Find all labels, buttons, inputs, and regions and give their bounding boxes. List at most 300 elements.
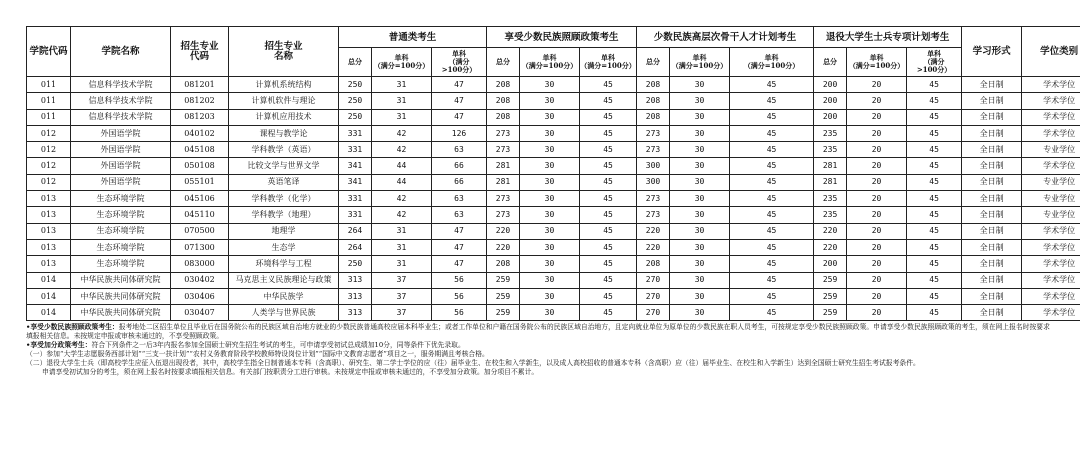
cell-g1-total: 313	[339, 305, 372, 321]
cell-college-code: 011	[27, 93, 71, 109]
cell-college-code: 013	[27, 191, 71, 207]
cell-g4-single-100: 20	[847, 93, 907, 109]
table-row	[27, 109, 1080, 125]
note-minority-policy-text: 报考地处二区招生单位且毕业后在国务院公布的民族区域自治地方就业的少数民族普通高校应届本科毕业生；或者工作单位和户籍在国务院公布的民族区域自治地方，且定向就业单位为原单位的少数民族在职人员考生，可按规定享受少数民族照顾政策。申请享受少数民族照顾政策的考生，须在网上报名时按要求填报相关信息。未按规定申报或审核未通过的，不享受照顾政策。	[26, 323, 1050, 341]
header-college-code: 学院代码	[27, 27, 71, 77]
cell-g1-single-100: 37	[372, 288, 432, 304]
cell-g2-single-gt100: 45	[580, 272, 637, 288]
cell-g4-single-100: 20	[847, 305, 907, 321]
cell-g4-single-gt100: 45	[907, 223, 962, 239]
cell-study-form: 全日制	[962, 142, 1022, 158]
cell-g3-single-gt100: 45	[730, 288, 814, 304]
header-major-code: 招生专业 代码	[171, 27, 229, 77]
cell-g4-total: 220	[814, 239, 847, 255]
cell-g4-total: 200	[814, 256, 847, 272]
cell-g4-single-gt100: 45	[907, 305, 962, 321]
cell-g3-total: 208	[637, 93, 670, 109]
cell-g4-single-100: 20	[847, 239, 907, 255]
cell-g3-single-gt100: 45	[730, 109, 814, 125]
cell-g1-single-100: 37	[372, 272, 432, 288]
table-row	[27, 174, 1080, 190]
cell-g3-single-gt100: 45	[730, 93, 814, 109]
cell-major-code: 050108	[171, 158, 229, 174]
cell-g3-single-gt100: 45	[730, 256, 814, 272]
cell-g3-single-100: 30	[670, 207, 730, 223]
cell-study-form: 全日制	[962, 223, 1022, 239]
cell-g3-single-gt100: 45	[730, 158, 814, 174]
cell-g1-single-100: 42	[372, 191, 432, 207]
cell-g4-total: 200	[814, 109, 847, 125]
admission-score-table	[26, 26, 1080, 321]
cell-g2-single-gt100: 45	[580, 142, 637, 158]
cell-study-form: 全日制	[962, 272, 1022, 288]
header-group-minority-talent: 少数民族高层次骨干人才计划考生	[637, 27, 814, 48]
cell-g2-single-100: 30	[520, 77, 580, 93]
cell-major-code: 081201	[171, 77, 229, 93]
cell-g2-single-100: 30	[520, 288, 580, 304]
table-row	[27, 239, 1080, 255]
cell-major-name: 学科教学（化学）	[229, 191, 339, 207]
cell-g4-single-100: 20	[847, 158, 907, 174]
cell-g4-total: 220	[814, 223, 847, 239]
cell-college-code: 013	[27, 239, 71, 255]
header-major-name: 招生专业 名称	[229, 27, 339, 77]
cell-college-name: 外国语学院	[71, 142, 171, 158]
cell-g1-single-gt100: 47	[432, 93, 487, 109]
cell-degree-type: 学术学位	[1022, 223, 1080, 239]
note-bonus-policy-title: •享受加分政策考生：	[26, 341, 92, 350]
cell-g2-total: 259	[487, 305, 520, 321]
cell-major-name: 地理学	[229, 223, 339, 239]
subheader-single-100: 单科 （满分=100分）	[847, 48, 907, 77]
cell-g1-single-gt100: 66	[432, 158, 487, 174]
cell-g3-single-100: 30	[670, 272, 730, 288]
cell-major-name: 人类学与世界民族	[229, 305, 339, 321]
cell-g3-total: 270	[637, 288, 670, 304]
cell-g4-single-100: 20	[847, 125, 907, 141]
cell-g1-single-gt100: 47	[432, 109, 487, 125]
cell-degree-type: 学术学位	[1022, 305, 1080, 321]
cell-g1-total: 313	[339, 288, 372, 304]
cell-g3-single-100: 30	[670, 109, 730, 125]
cell-g4-total: 259	[814, 272, 847, 288]
cell-g1-single-100: 44	[372, 174, 432, 190]
cell-g4-single-gt100: 45	[907, 191, 962, 207]
cell-g3-single-gt100: 45	[730, 174, 814, 190]
cell-g3-single-100: 30	[670, 125, 730, 141]
table-row	[27, 288, 1080, 304]
cell-g2-single-gt100: 45	[580, 158, 637, 174]
cell-degree-type: 学术学位	[1022, 239, 1080, 255]
cell-g2-single-gt100: 45	[580, 207, 637, 223]
cell-g1-total: 341	[339, 174, 372, 190]
cell-study-form: 全日制	[962, 77, 1022, 93]
cell-study-form: 全日制	[962, 191, 1022, 207]
cell-g3-single-gt100: 45	[730, 191, 814, 207]
cell-g1-single-gt100: 66	[432, 174, 487, 190]
cell-college-code: 013	[27, 256, 71, 272]
cell-major-name: 马克思主义民族理论与政策	[229, 272, 339, 288]
cell-g3-single-gt100: 45	[730, 142, 814, 158]
cell-g4-total: 259	[814, 305, 847, 321]
cell-g2-total: 281	[487, 158, 520, 174]
cell-g4-single-gt100: 45	[907, 125, 962, 141]
cell-g4-single-gt100: 45	[907, 93, 962, 109]
cell-g4-single-gt100: 45	[907, 142, 962, 158]
cell-g4-single-100: 20	[847, 207, 907, 223]
cell-g1-single-100: 31	[372, 239, 432, 255]
cell-college-code: 012	[27, 174, 71, 190]
cell-degree-type: 学术学位	[1022, 158, 1080, 174]
cell-g3-single-100: 30	[670, 191, 730, 207]
cell-g1-total: 250	[339, 109, 372, 125]
cell-g2-total: 273	[487, 125, 520, 141]
cell-college-name: 信息科学技术学院	[71, 109, 171, 125]
cell-g3-single-100: 30	[670, 239, 730, 255]
cell-g3-total: 273	[637, 191, 670, 207]
table-row	[27, 191, 1080, 207]
cell-g4-single-gt100: 45	[907, 239, 962, 255]
cell-g1-total: 331	[339, 142, 372, 158]
cell-g4-single-100: 20	[847, 223, 907, 239]
cell-g2-single-100: 30	[520, 223, 580, 239]
cell-major-name: 环境科学与工程	[229, 256, 339, 272]
cell-major-code: 045106	[171, 191, 229, 207]
cell-degree-type: 专业学位	[1022, 191, 1080, 207]
cell-major-name: 计算机系统结构	[229, 77, 339, 93]
cell-g4-single-gt100: 45	[907, 207, 962, 223]
cell-g3-single-gt100: 45	[730, 207, 814, 223]
cell-g3-total: 220	[637, 223, 670, 239]
cell-g3-single-gt100: 45	[730, 223, 814, 239]
table-row	[27, 256, 1080, 272]
cell-g1-single-gt100: 56	[432, 272, 487, 288]
cell-major-code: 071300	[171, 239, 229, 255]
cell-college-code: 014	[27, 305, 71, 321]
cell-g2-single-100: 30	[520, 239, 580, 255]
cell-g3-single-100: 30	[670, 223, 730, 239]
cell-g4-total: 235	[814, 125, 847, 141]
note-bonus-application: 申请享受初试加分的考生，须在网上报名时按要求填报相关信息。有关部门按职责分工进行审核。未按规定申报或审核未通过的，不享受加分政策。加分项目不累计。	[42, 368, 539, 377]
cell-g4-total: 200	[814, 77, 847, 93]
cell-g1-total: 264	[339, 223, 372, 239]
notes-section	[26, 323, 1056, 377]
cell-g2-single-100: 30	[520, 207, 580, 223]
cell-g2-single-100: 30	[520, 142, 580, 158]
cell-g1-single-gt100: 63	[432, 207, 487, 223]
cell-major-name: 计算机软件与理论	[229, 93, 339, 109]
cell-g1-single-100: 42	[372, 142, 432, 158]
cell-college-name: 信息科学技术学院	[71, 77, 171, 93]
cell-g3-single-100: 30	[670, 77, 730, 93]
cell-college-code: 011	[27, 109, 71, 125]
cell-study-form: 全日制	[962, 93, 1022, 109]
cell-g1-single-gt100: 56	[432, 305, 487, 321]
cell-g3-single-100: 30	[670, 288, 730, 304]
note-minority-policy-title: •享受少数民族照顾政策考生：	[26, 323, 119, 332]
subheader-single-100: 单科 （满分=100分）	[372, 48, 432, 77]
cell-college-code: 011	[27, 77, 71, 93]
cell-g1-total: 341	[339, 158, 372, 174]
cell-g1-single-100: 44	[372, 158, 432, 174]
cell-g1-single-100: 42	[372, 207, 432, 223]
cell-g2-total: 281	[487, 174, 520, 190]
cell-g4-single-gt100: 45	[907, 77, 962, 93]
cell-major-code: 040102	[171, 125, 229, 141]
cell-g4-total: 235	[814, 191, 847, 207]
header-degree-type: 学位类别	[1022, 27, 1080, 77]
cell-g3-total: 300	[637, 158, 670, 174]
cell-g2-total: 259	[487, 288, 520, 304]
cell-major-code: 045110	[171, 207, 229, 223]
cell-major-code: 081202	[171, 93, 229, 109]
cell-g4-total: 281	[814, 158, 847, 174]
subheader-total: 总分	[814, 48, 847, 77]
cell-g3-total: 208	[637, 109, 670, 125]
cell-g1-total: 331	[339, 191, 372, 207]
cell-major-name: 学科教学（地理）	[229, 207, 339, 223]
cell-college-code: 012	[27, 158, 71, 174]
cell-g3-single-gt100: 45	[730, 77, 814, 93]
cell-g3-total: 270	[637, 305, 670, 321]
cell-g2-single-gt100: 45	[580, 125, 637, 141]
cell-major-name: 计算机应用技术	[229, 109, 339, 125]
cell-g1-single-100: 42	[372, 125, 432, 141]
cell-g4-total: 235	[814, 142, 847, 158]
cell-g3-single-gt100: 45	[730, 272, 814, 288]
cell-g1-single-100: 37	[372, 305, 432, 321]
table-row	[27, 207, 1080, 223]
cell-g2-single-100: 30	[520, 158, 580, 174]
cell-major-code: 055101	[171, 174, 229, 190]
cell-g2-total: 220	[487, 223, 520, 239]
cell-g4-single-100: 20	[847, 256, 907, 272]
cell-college-name: 外国语学院	[71, 125, 171, 141]
cell-college-name: 外国语学院	[71, 174, 171, 190]
table-row	[27, 77, 1080, 93]
cell-g3-total: 273	[637, 125, 670, 141]
cell-g4-single-gt100: 45	[907, 109, 962, 125]
cell-g3-single-gt100: 45	[730, 125, 814, 141]
note-bonus-item-1: （一）参加“大学生志愿服务西部计划”“三支一扶计划”“农村义务教育阶段学校教师特设岗位计划”“国际中文教育志愿者”项目之一，服务期满且考核合格。	[26, 350, 489, 359]
cell-g1-total: 250	[339, 77, 372, 93]
cell-college-code: 013	[27, 207, 71, 223]
cell-g2-single-100: 30	[520, 305, 580, 321]
cell-g2-single-100: 30	[520, 109, 580, 125]
cell-g3-total: 270	[637, 272, 670, 288]
cell-g3-total: 300	[637, 174, 670, 190]
cell-degree-type: 学术学位	[1022, 125, 1080, 141]
cell-g2-single-gt100: 45	[580, 256, 637, 272]
subheader-single-gt100: 单科 （满分 >100分）	[432, 48, 487, 77]
cell-study-form: 全日制	[962, 109, 1022, 125]
cell-major-name: 中华民族学	[229, 288, 339, 304]
cell-college-name: 生态环境学院	[71, 256, 171, 272]
cell-degree-type: 专业学位	[1022, 207, 1080, 223]
cell-g1-single-100: 31	[372, 256, 432, 272]
cell-study-form: 全日制	[962, 158, 1022, 174]
cell-major-name: 生态学	[229, 239, 339, 255]
cell-g3-single-100: 30	[670, 174, 730, 190]
cell-g1-total: 331	[339, 207, 372, 223]
cell-g1-total: 331	[339, 125, 372, 141]
cell-g1-single-100: 31	[372, 77, 432, 93]
cell-college-code: 013	[27, 223, 71, 239]
cell-g4-single-gt100: 45	[907, 256, 962, 272]
table-row	[27, 93, 1080, 109]
cell-college-name: 生态环境学院	[71, 239, 171, 255]
cell-g2-single-100: 30	[520, 272, 580, 288]
cell-college-code: 014	[27, 272, 71, 288]
subheader-single-gt100: 单科 （满分 >100分）	[907, 48, 962, 77]
cell-g2-single-100: 30	[520, 125, 580, 141]
cell-g1-single-gt100: 63	[432, 142, 487, 158]
cell-g1-total: 313	[339, 272, 372, 288]
cell-study-form: 全日制	[962, 174, 1022, 190]
cell-g2-single-100: 30	[520, 191, 580, 207]
cell-degree-type: 学术学位	[1022, 256, 1080, 272]
cell-g3-single-100: 30	[670, 158, 730, 174]
cell-study-form: 全日制	[962, 305, 1022, 321]
note-minority-policy	[26, 323, 1056, 341]
cell-g4-single-100: 20	[847, 109, 907, 125]
table-row	[27, 272, 1080, 288]
cell-g4-total: 235	[814, 207, 847, 223]
cell-major-name: 英语笔译	[229, 174, 339, 190]
cell-g2-single-gt100: 45	[580, 93, 637, 109]
cell-major-code: 083000	[171, 256, 229, 272]
cell-g3-total: 208	[637, 77, 670, 93]
cell-g3-single-100: 30	[670, 256, 730, 272]
cell-college-name: 生态环境学院	[71, 191, 171, 207]
cell-g4-single-100: 20	[847, 77, 907, 93]
cell-college-name: 中华民族共同体研究院	[71, 272, 171, 288]
cell-g2-total: 208	[487, 93, 520, 109]
cell-g2-single-gt100: 45	[580, 305, 637, 321]
cell-g1-single-gt100: 63	[432, 191, 487, 207]
cell-g2-total: 259	[487, 272, 520, 288]
note-bonus-policy-text: 符合下列条件之一后3年内报名参加全国硕士研究生招生考试的考生，可申请享受初试总成绩加10分，同等条件下优先录取。	[91, 341, 465, 350]
cell-g4-single-100: 20	[847, 288, 907, 304]
cell-g1-single-100: 31	[372, 109, 432, 125]
cell-college-name: 外国语学院	[71, 158, 171, 174]
cell-g2-total: 220	[487, 239, 520, 255]
cell-degree-type: 学术学位	[1022, 288, 1080, 304]
subheader-total: 总分	[339, 48, 372, 77]
cell-major-code: 081203	[171, 109, 229, 125]
cell-college-name: 生态环境学院	[71, 207, 171, 223]
cell-g4-single-100: 20	[847, 272, 907, 288]
header-college-name: 学院名称	[71, 27, 171, 77]
cell-g2-total: 273	[487, 142, 520, 158]
cell-g4-single-gt100: 45	[907, 174, 962, 190]
cell-degree-type: 学术学位	[1022, 93, 1080, 109]
cell-g2-single-gt100: 45	[580, 223, 637, 239]
table-body	[27, 77, 1080, 321]
cell-g4-total: 200	[814, 93, 847, 109]
cell-g4-single-gt100: 45	[907, 288, 962, 304]
cell-study-form: 全日制	[962, 256, 1022, 272]
cell-g2-single-100: 30	[520, 174, 580, 190]
cell-g2-single-gt100: 45	[580, 174, 637, 190]
cell-degree-type: 学术学位	[1022, 109, 1080, 125]
cell-degree-type: 专业学位	[1022, 142, 1080, 158]
cell-g4-single-100: 20	[847, 142, 907, 158]
cell-study-form: 全日制	[962, 288, 1022, 304]
cell-g2-total: 273	[487, 191, 520, 207]
cell-college-name: 中华民族共同体研究院	[71, 305, 171, 321]
cell-college-code: 014	[27, 288, 71, 304]
table-row	[27, 142, 1080, 158]
cell-college-name: 生态环境学院	[71, 223, 171, 239]
cell-college-code: 012	[27, 142, 71, 158]
cell-g4-single-100: 20	[847, 174, 907, 190]
cell-g2-single-gt100: 45	[580, 288, 637, 304]
cell-g2-total: 273	[487, 207, 520, 223]
table-row	[27, 158, 1080, 174]
cell-g2-single-100: 30	[520, 256, 580, 272]
cell-degree-type: 专业学位	[1022, 174, 1080, 190]
cell-g1-single-gt100: 126	[432, 125, 487, 141]
cell-major-code: 045108	[171, 142, 229, 158]
table-row	[27, 305, 1080, 321]
header-study-form: 学习形式	[962, 27, 1022, 77]
cell-g4-single-gt100: 45	[907, 272, 962, 288]
score-table-container	[26, 26, 1079, 377]
cell-g3-single-gt100: 45	[730, 239, 814, 255]
cell-g1-single-gt100: 47	[432, 239, 487, 255]
table-row	[27, 223, 1080, 239]
cell-study-form: 全日制	[962, 207, 1022, 223]
header-group-veteran: 退役大学生士兵专项计划考生	[814, 27, 962, 48]
cell-study-form: 全日制	[962, 239, 1022, 255]
cell-college-name: 中华民族共同体研究院	[71, 288, 171, 304]
cell-study-form: 全日制	[962, 125, 1022, 141]
subheader-single-gt100: 单科 （满分=100分）	[730, 48, 814, 77]
cell-g2-total: 208	[487, 77, 520, 93]
subheader-total: 总分	[637, 48, 670, 77]
header-group-regular: 普通类考生	[339, 27, 487, 48]
cell-major-code: 030406	[171, 288, 229, 304]
cell-major-name: 课程与教学论	[229, 125, 339, 141]
cell-g3-single-100: 30	[670, 93, 730, 109]
cell-g3-single-100: 30	[670, 142, 730, 158]
cell-g3-single-100: 30	[670, 305, 730, 321]
cell-g3-total: 208	[637, 256, 670, 272]
cell-g1-total: 250	[339, 93, 372, 109]
cell-degree-type: 学术学位	[1022, 77, 1080, 93]
cell-major-name: 学科教学（英语）	[229, 142, 339, 158]
cell-g4-total: 259	[814, 288, 847, 304]
cell-g2-single-gt100: 45	[580, 191, 637, 207]
cell-g2-single-gt100: 45	[580, 109, 637, 125]
cell-g2-total: 208	[487, 109, 520, 125]
cell-college-name: 信息科学技术学院	[71, 93, 171, 109]
cell-g1-total: 264	[339, 239, 372, 255]
cell-g1-single-gt100: 56	[432, 288, 487, 304]
cell-g1-single-100: 31	[372, 223, 432, 239]
cell-g2-single-gt100: 45	[580, 77, 637, 93]
subheader-single-100: 单科 （满分=100分）	[670, 48, 730, 77]
cell-college-code: 012	[27, 125, 71, 141]
cell-major-name: 比较文学与世界文学	[229, 158, 339, 174]
subheader-total: 总分	[487, 48, 520, 77]
cell-major-code: 030402	[171, 272, 229, 288]
cell-g1-single-100: 31	[372, 93, 432, 109]
cell-g4-total: 281	[814, 174, 847, 190]
cell-major-code: 070500	[171, 223, 229, 239]
cell-degree-type: 学术学位	[1022, 272, 1080, 288]
